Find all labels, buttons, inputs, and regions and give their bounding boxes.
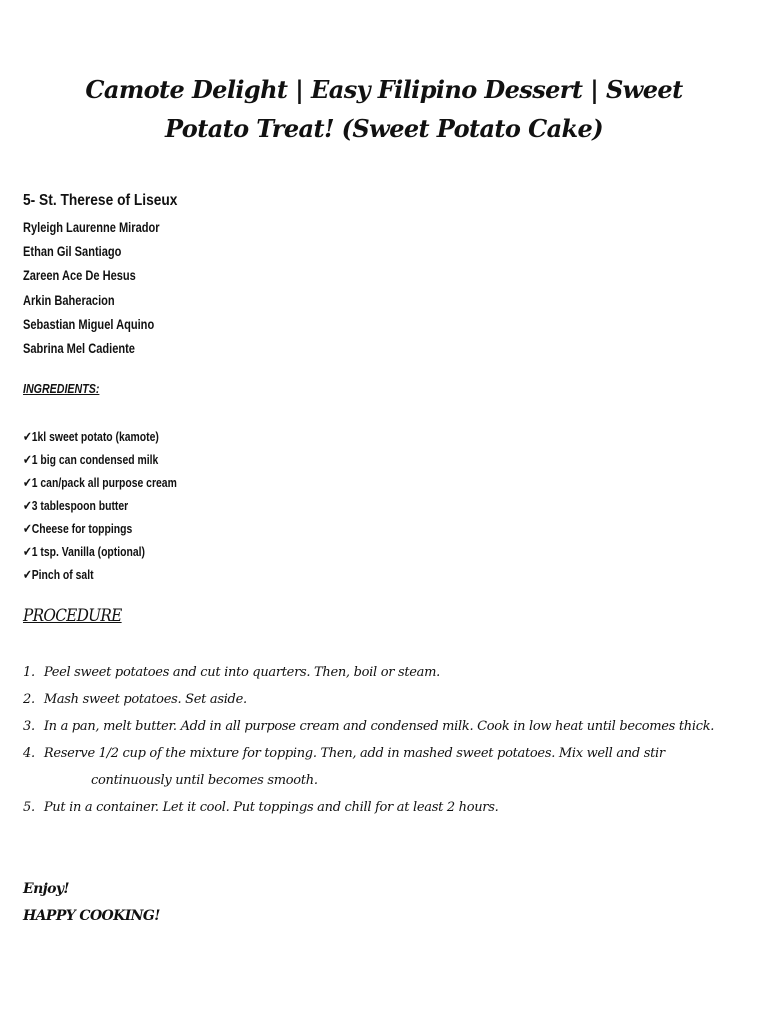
check-mark-icon: ✔: [23, 453, 32, 468]
member-name: Arkin Baheracion: [23, 292, 115, 308]
ingredient-item: [23, 540, 177, 563]
step-number: 2.: [23, 692, 35, 707]
member-name: Sabrina Mel Cadiente: [23, 340, 135, 356]
ingredient-list: [23, 425, 215, 586]
step-number: 1.: [23, 665, 35, 680]
step-text: In a pan, melt butter. Add in all purpose cream and condensed milk. Cook in low heat until becomes thick.: [43, 719, 715, 734]
check-mark-icon: ✔: [23, 568, 32, 583]
ingredient-text: 1kl sweet potato (kamote): [31, 429, 159, 444]
ingredient-text: Pinch of salt: [31, 567, 94, 582]
group-heading: 5- St. Therese of Liseux: [23, 192, 178, 209]
procedure-step: [23, 794, 723, 821]
closing-happy-cooking: HAPPY COOKING!: [23, 908, 160, 924]
check-mark-icon: ✔: [23, 522, 32, 537]
ingredients-heading: INGREDIENTS:: [23, 381, 100, 396]
ingredient-item: [23, 517, 177, 540]
procedure-step: [23, 659, 723, 686]
procedure-steps: [23, 659, 723, 821]
ingredient-item: [23, 425, 177, 448]
step-number: 4.: [23, 746, 35, 761]
step-text: Put in a container. Let it cool. Put toppings and chill for at least 2 hours.: [43, 800, 499, 815]
step-text: Peel sweet potatoes and cut into quarters. Then, boil or steam.: [43, 665, 440, 680]
check-mark-icon: ✔: [23, 499, 32, 514]
ingredient-text: 1 can/pack all purpose cream: [31, 475, 177, 490]
member-name: Ethan Gil Santiago: [23, 244, 122, 260]
procedure-step: [23, 740, 723, 794]
member-list: [23, 216, 190, 361]
procedure-step: [23, 686, 723, 713]
ingredient-text: Cheese for toppings: [31, 521, 133, 536]
check-mark-icon: ✔: [23, 476, 32, 491]
ingredient-item: [23, 494, 177, 517]
ingredient-text: 1 big can condensed milk: [31, 452, 159, 467]
step-text: Mash sweet potatoes. Set aside.: [43, 692, 247, 707]
check-mark-icon: ✔: [23, 545, 32, 560]
procedure-heading: PROCEDURE: [23, 606, 122, 626]
member-name: Zareen Ace De Hesus: [23, 268, 136, 284]
step-number: 5.: [23, 800, 35, 815]
step-text: Reserve 1/2 cup of the mixture for topping. Then, add in mashed sweet potatoes. Mix well and stir continuously until becomes smooth.: [43, 746, 665, 788]
check-mark-icon: ✔: [23, 430, 32, 445]
procedure-step: [23, 713, 723, 740]
member-name: Sebastian Miguel Aquino: [23, 316, 155, 332]
ingredient-item: [23, 471, 177, 494]
ingredient-item: [23, 448, 177, 471]
ingredient-text: 3 tablespoon butter: [31, 498, 129, 513]
closing-enjoy: Enjoy!: [23, 881, 69, 897]
member-name: Ryleigh Laurenne Mirador: [23, 220, 160, 235]
document-title: Camote Delight | Easy Filipino Dessert | Sweet Potato Treat! (Sweet Potato Cake): [85, 75, 683, 143]
ingredient-item: [23, 563, 177, 586]
ingredient-text: 1 tsp. Vanilla (optional): [31, 544, 145, 559]
step-number: 3.: [23, 719, 35, 734]
